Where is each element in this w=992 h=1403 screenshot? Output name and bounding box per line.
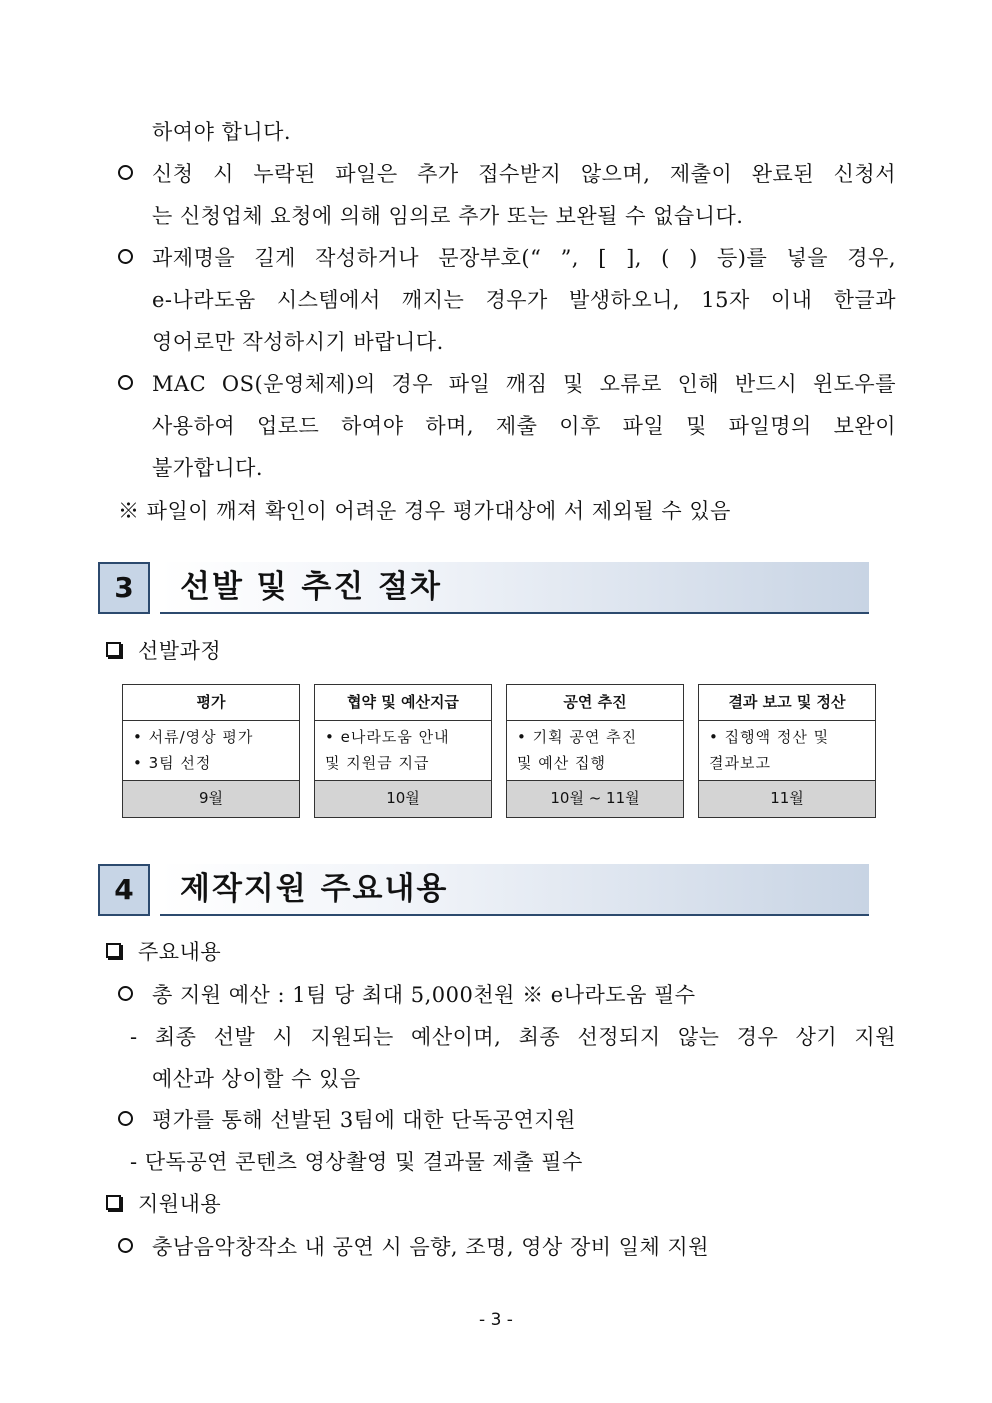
circle-bullet-icon bbox=[118, 249, 133, 264]
step-body-line: 및 예산 집행 bbox=[517, 754, 606, 772]
step-period: 9월 bbox=[123, 780, 299, 817]
step-body bbox=[699, 720, 875, 782]
process-step-agreement bbox=[314, 684, 492, 818]
circle-bullet-icon bbox=[118, 1238, 133, 1253]
step-body bbox=[123, 720, 299, 782]
section-4-subhead-main: 주요내용 bbox=[138, 940, 222, 964]
step-body-line: 결과보고 bbox=[709, 754, 771, 772]
section-4-header-bar bbox=[160, 864, 869, 916]
page-number: - 3 - bbox=[479, 1310, 513, 1330]
section-3-header-bar bbox=[160, 562, 869, 614]
section-3-subhead: 선발과정 bbox=[138, 639, 222, 663]
section-4-subhead-support: 지원내용 bbox=[138, 1192, 222, 1216]
solo-performance-item: 평가를 통해 선발된 3팀에 대한 단독공연지원 bbox=[152, 1108, 576, 1132]
intro-note: ※ 파일이 깨져 확인이 어려운 경우 평가대상에 서 제외될 수 있음 bbox=[118, 499, 731, 523]
intro-continuation: 하여야 합니다. bbox=[152, 120, 292, 144]
section-3-number: 3 bbox=[98, 562, 150, 614]
step-period: 11월 bbox=[699, 780, 875, 817]
step-body-line: 및 지원금 지급 bbox=[325, 754, 430, 772]
equipment-support-item: 충남음악창작소 내 공연 시 음향, 조명, 영상 장비 일체 지원 bbox=[152, 1235, 710, 1259]
square-bullet-icon bbox=[106, 642, 121, 657]
circle-bullet-icon bbox=[118, 986, 133, 1001]
process-step-evaluation bbox=[122, 684, 300, 818]
square-bullet-icon bbox=[106, 1195, 121, 1210]
budget-detail-line-2: 예산과 상이할 수 있음 bbox=[152, 1067, 361, 1091]
step-body-line: • 서류/영상 평가 bbox=[133, 728, 254, 746]
section-3-title: 선발 및 추진 절차 bbox=[180, 569, 442, 605]
step-body bbox=[507, 720, 683, 782]
step-head: 협약 및 예산지급 bbox=[315, 685, 491, 721]
circle-bullet-icon bbox=[118, 1111, 133, 1126]
intro-item-3-line-2: 사용하여 업로드 하여야 하며, 제출 이후 파일 및 파일명의 보완이 bbox=[152, 414, 896, 438]
intro-item-2-line-3: 영어로만 작성하시기 바랍니다. bbox=[152, 330, 444, 354]
intro-item-1-line-1: 신청 시 누락된 파일은 추가 접수받지 않으며, 제출이 완료된 신청서 bbox=[152, 162, 896, 186]
intro-item-2-line-2: e-나라도움 시스템에서 깨지는 경우가 발생하오니, 15자 이내 한글과 bbox=[152, 288, 896, 312]
intro-item-2-line-1: 과제명을 길게 작성하거나 문장부호(“ ”, [ ], ( ) 등)를 넣을 경우, bbox=[152, 246, 896, 270]
budget-item: 총 지원 예산 : 1팀 당 최대 5,000천원 ※ e나라도움 필수 bbox=[152, 983, 696, 1007]
step-period: 10월 ~ 11월 bbox=[507, 780, 683, 817]
intro-item-1-line-2: 는 신청업체 요청에 의해 임의로 추가 또는 보완될 수 없습니다. bbox=[152, 204, 744, 228]
circle-bullet-icon bbox=[118, 375, 133, 390]
section-4-title: 제작지원 주요내용 bbox=[180, 871, 449, 907]
step-body-line: • 3팀 선정 bbox=[133, 754, 212, 772]
step-body bbox=[315, 720, 491, 782]
solo-performance-detail: - 단독공연 콘텐츠 영상촬영 및 결과물 제출 필수 bbox=[130, 1150, 583, 1174]
intro-item-3-line-3: 불가합니다. bbox=[152, 456, 264, 480]
step-head: 결과 보고 및 정산 bbox=[699, 685, 875, 721]
step-body-line: • e나라도움 안내 bbox=[325, 728, 450, 746]
circle-bullet-icon bbox=[118, 165, 133, 180]
step-body-line: • 집행액 정산 및 bbox=[709, 728, 830, 746]
step-body-line: • 기획 공연 추진 bbox=[517, 728, 638, 746]
budget-detail-line-1: - 최종 선발 시 지원되는 예산이며, 최종 선정되지 않는 경우 상기 지원 bbox=[130, 1025, 896, 1049]
square-bullet-icon bbox=[106, 943, 121, 958]
step-head: 평가 bbox=[123, 685, 299, 721]
process-step-performance bbox=[506, 684, 684, 818]
step-period: 10월 bbox=[315, 780, 491, 817]
process-step-report bbox=[698, 684, 876, 818]
step-head: 공연 추진 bbox=[507, 685, 683, 721]
section-4-number: 4 bbox=[98, 864, 150, 916]
intro-item-3-line-1: MAC OS(운영체제)의 경우 파일 깨짐 및 오류로 인해 반드시 윈도우를 bbox=[152, 372, 896, 396]
